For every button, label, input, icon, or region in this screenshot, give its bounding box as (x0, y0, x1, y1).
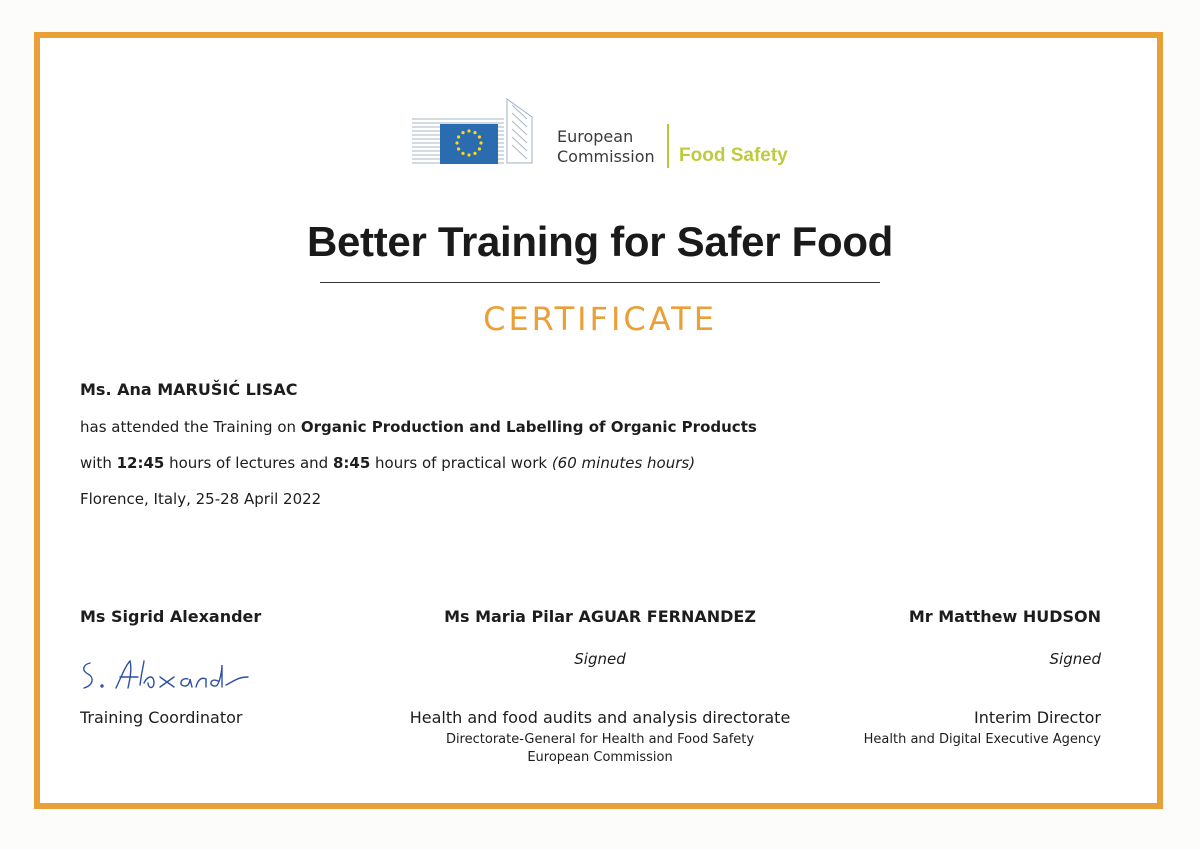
signatory-2-role: Health and food audits and analysis directorate (409, 708, 791, 727)
place-date: Florence, Italy, 25-28 April 2022 (80, 490, 322, 508)
certificate-title: Better Training for Safer Food (306, 218, 894, 265)
signatory-2-org2: European Commission (527, 750, 673, 765)
hours-suffix: hours of practical work (370, 454, 552, 472)
ec-wordmark-line1: European (557, 127, 634, 146)
recipient-name: Ms. Ana MARUŠIĆ LISAC (80, 380, 298, 399)
hours-mid: hours of lectures and (164, 454, 333, 472)
title-divider (320, 282, 880, 283)
hours-note: (60 minutes hours) (551, 454, 696, 472)
hours-prefix: with (80, 454, 117, 472)
ec-wordmark (557, 127, 655, 167)
ec-food-safety-logo (412, 97, 812, 177)
signatory-3-name: Mr Matthew HUDSON (908, 607, 1101, 626)
attendance-prefix: has attended the Training on (80, 418, 301, 436)
signatory-3-role: Interim Director (974, 708, 1101, 727)
attendance-line (80, 418, 757, 436)
certificate-label: CERTIFICATE (483, 300, 717, 338)
lecture-hours: 12:45 (116, 454, 165, 472)
signatory-2-signed: Signed (574, 650, 626, 668)
handwritten-signature-icon (78, 655, 253, 695)
food-safety-label: Food Safety (679, 145, 788, 166)
logo-divider (667, 124, 669, 168)
signatory-3-signed: Signed (1049, 650, 1101, 668)
practical-hours: 8:45 (332, 454, 371, 472)
ec-building-logo-icon (412, 97, 552, 167)
signatory-1-role: Training Coordinator (80, 708, 243, 727)
signatory-2-org1: Directorate-General for Health and Food Safety (445, 732, 755, 747)
signatory-1-name: Ms Sigrid Alexander (80, 607, 262, 626)
signatory-3-org1: Health and Digital Executive Agency (863, 732, 1101, 747)
ec-wordmark-line2: Commission (557, 147, 655, 166)
signatory-2-name: Ms Maria Pilar AGUAR FERNANDEZ (444, 607, 756, 626)
hours-line (80, 454, 695, 472)
course-title: Organic Production and Labelling of Organic Products (300, 418, 757, 436)
